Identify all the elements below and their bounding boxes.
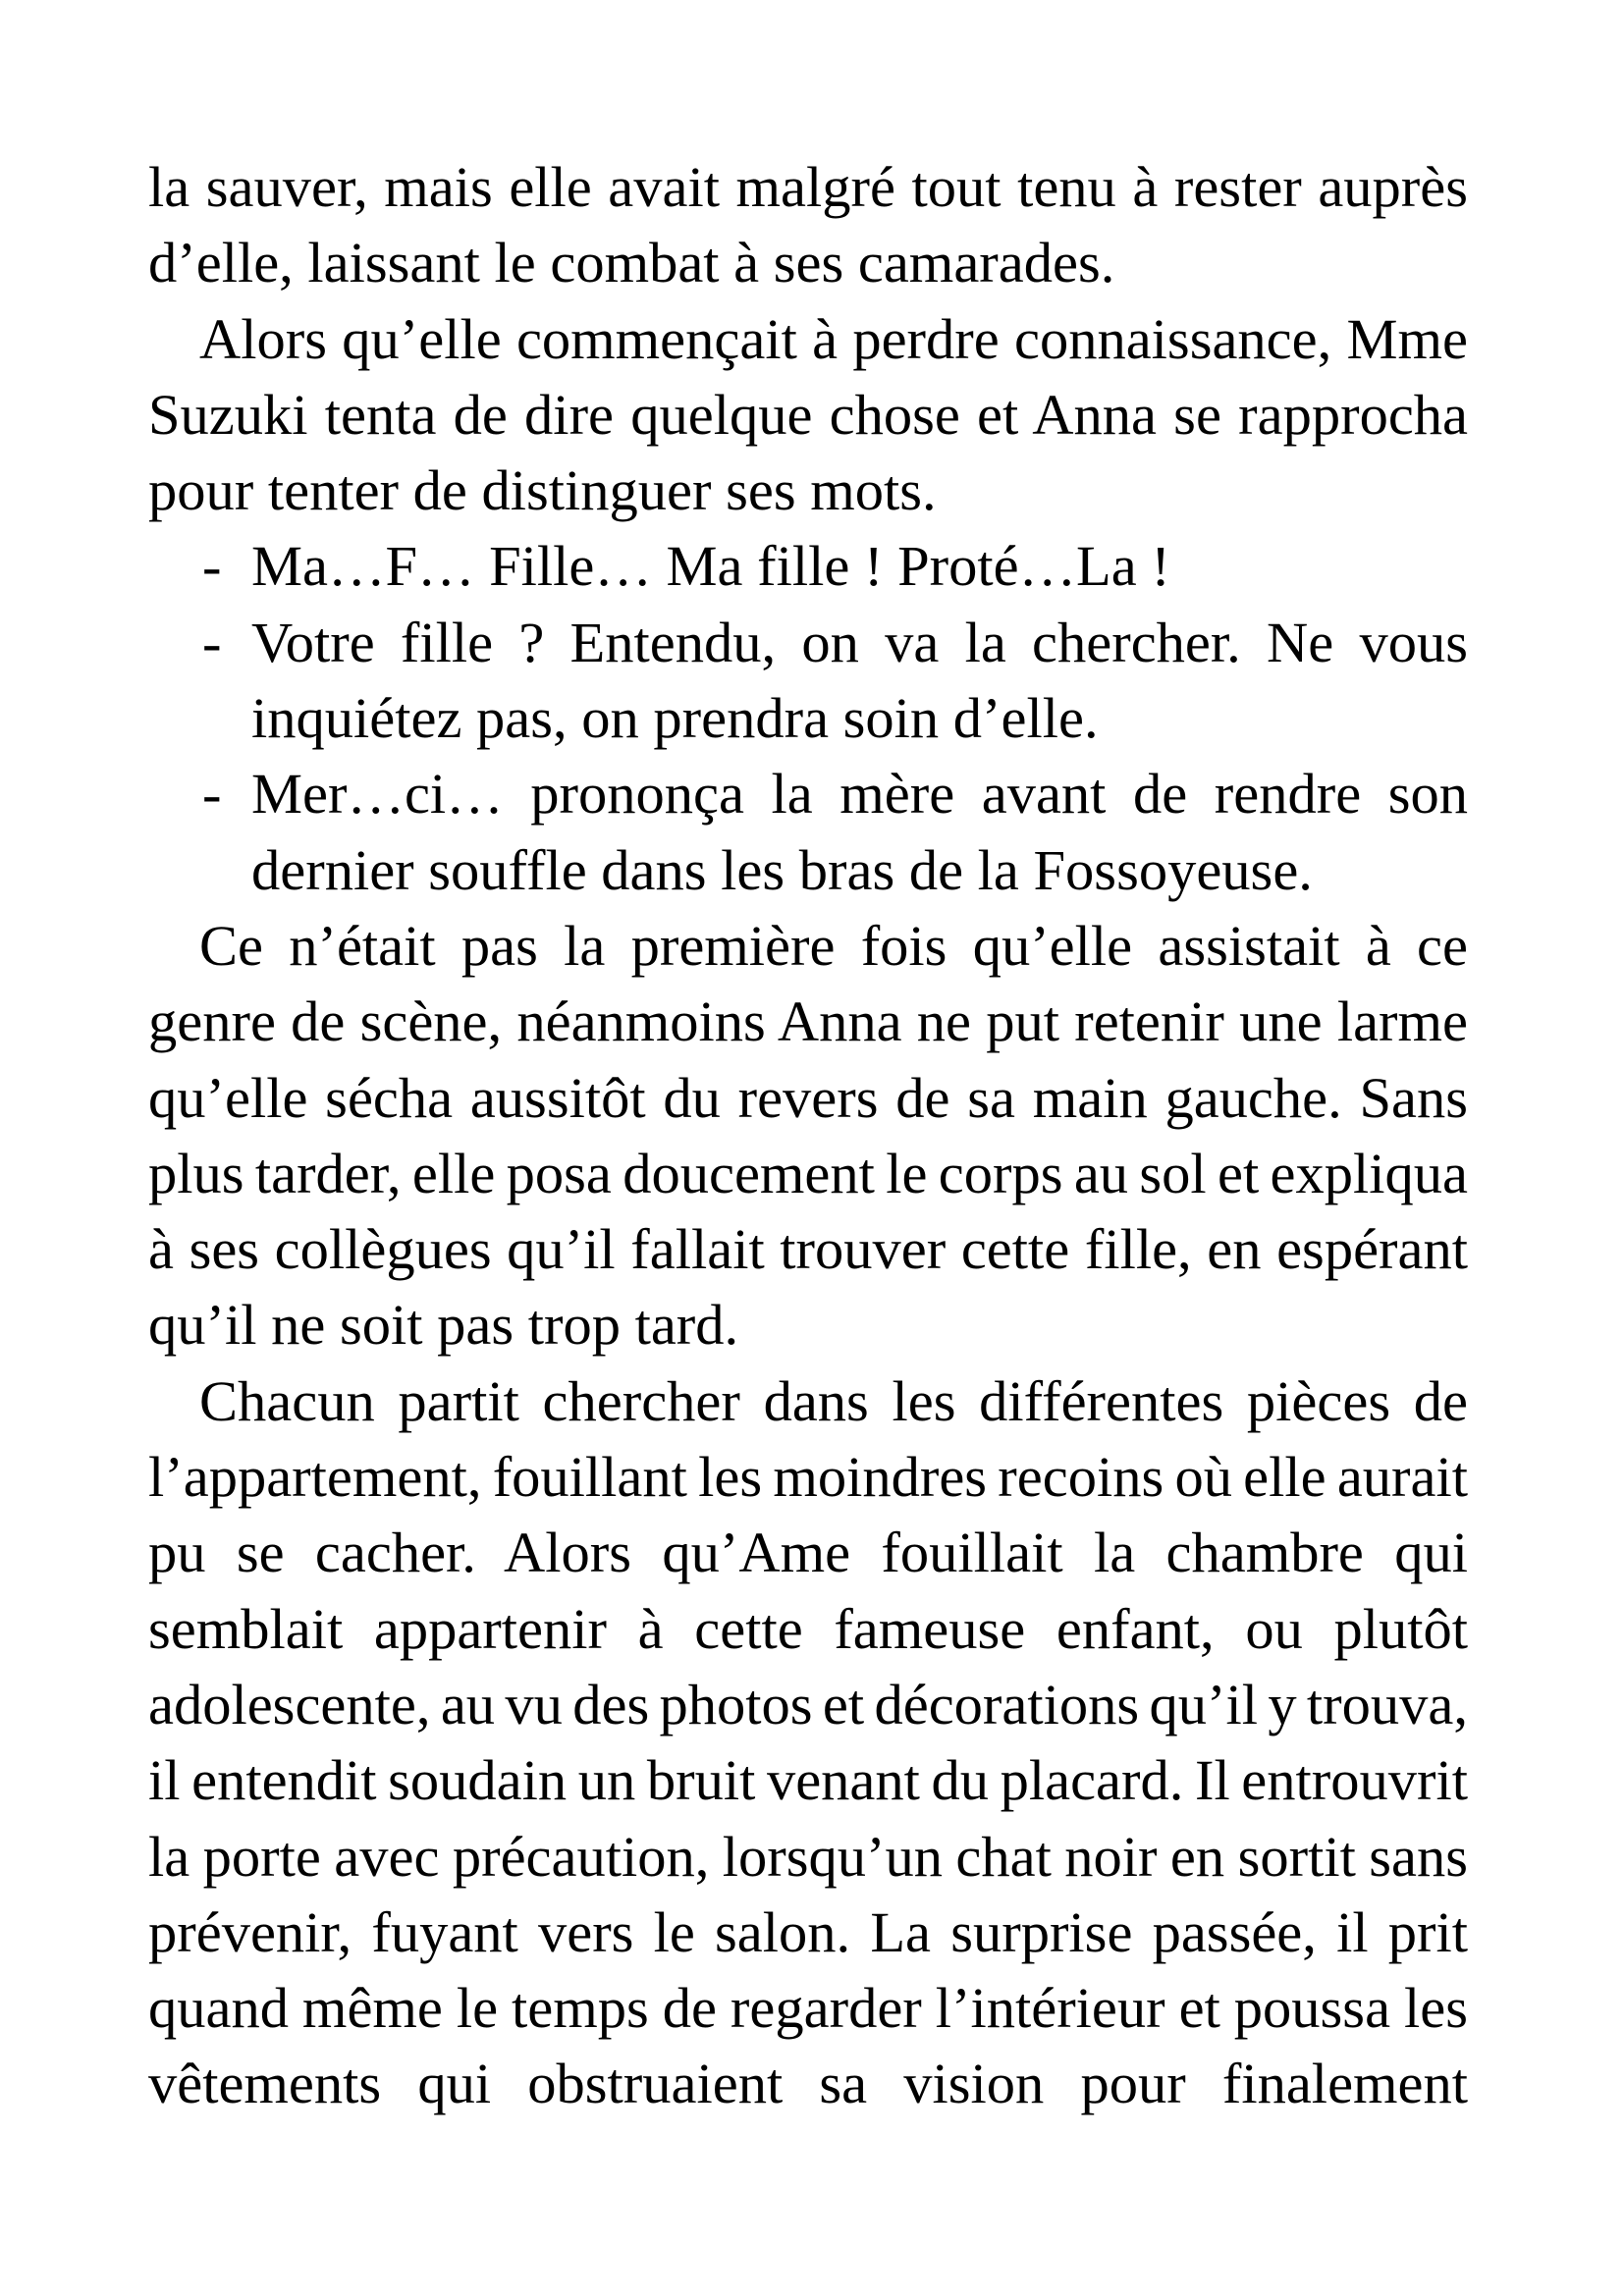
dialogue-dash: - [202, 610, 222, 674]
text-line: Suzuki tenta de dire quelque chose et Anna se rapprocha [148, 382, 1468, 447]
text-line paragraph-start: Alors qu’elle commençait à perdre connaissance, Mme [199, 306, 1468, 371]
dialogue-dash: - [202, 762, 222, 827]
text-line paragraph-start: Ce n’était pas la première fois qu’elle assistait à ce [199, 913, 1468, 978]
text-line: plus tarder, elle posa doucement le corps au sol et expliqua [148, 1141, 1468, 1205]
text-line: prévenir, fuyant vers le salon. La surprise passée, il prit [148, 1899, 1468, 1964]
dialogue-line [148, 528, 1468, 604]
dialogue-text: Ma…F… Fille… Ma fille ! Proté…La ! [251, 534, 1170, 599]
text-line: semblait appartenir à cette fameuse enfant, ou plutôt [148, 1596, 1468, 1661]
text-block [148, 149, 1468, 2122]
text-line: qu’il ne soit pas trop tard. [148, 1293, 739, 1358]
text-line: genre de scène, néanmoins Anna ne put retenir une larme [148, 989, 1468, 1054]
text-line: quand même le temps de regarder l’intérieur et poussa les [148, 1976, 1468, 2041]
text-line: vêtements qui obstruaient sa vision pour finalement [148, 2052, 1468, 2116]
text-line paragraph-start: Chacun partit chercher dans les différentes pièces de [199, 1368, 1468, 1433]
dialogue-text: Mer…ci… prononça la mère avant de rendre son [251, 762, 1468, 827]
text-line: adolescente, au vu des photos et décorations qu’il y trouva, [148, 1672, 1468, 1736]
dialogue-continuation-line: dernier souffle dans les bras de la Fossoyeuse. [251, 837, 1313, 902]
text-line: à ses collègues qu’il fallait trouver cette fille, en espérant [148, 1217, 1468, 1282]
text-line: pour tenter de distinguer ses mots. [148, 458, 937, 523]
text-line: la porte avec précaution, lorsqu’un chat noir en sortit sans [148, 1824, 1468, 1889]
dialogue-dash: - [202, 534, 222, 599]
dialogue-line [148, 756, 1468, 831]
text-line: d’elle, laissant le combat à ses camarades. [148, 231, 1115, 295]
text-line: pu se cacher. Alors qu’Ame fouillait la chambre qui [148, 1521, 1468, 1585]
dialogue-line [148, 605, 1468, 680]
dialogue-text: Votre fille ? Entendu, on va la chercher. Ne vous [251, 610, 1468, 674]
dialogue-continuation-line: inquiétez pas, on prendra soin d’elle. [251, 686, 1099, 751]
text-line: il entendit soudain un bruit venant du placard. Il entrouvrit [148, 1748, 1468, 1813]
text-line: l’appartement, fouillant les moindres recoins où elle aurait [148, 1445, 1468, 1510]
text-line: la sauver, mais elle avait malgré tout tenu à rester auprès [148, 155, 1468, 219]
text-line: qu’elle sécha aussitôt du revers de sa main gauche. Sans [148, 1065, 1468, 1130]
